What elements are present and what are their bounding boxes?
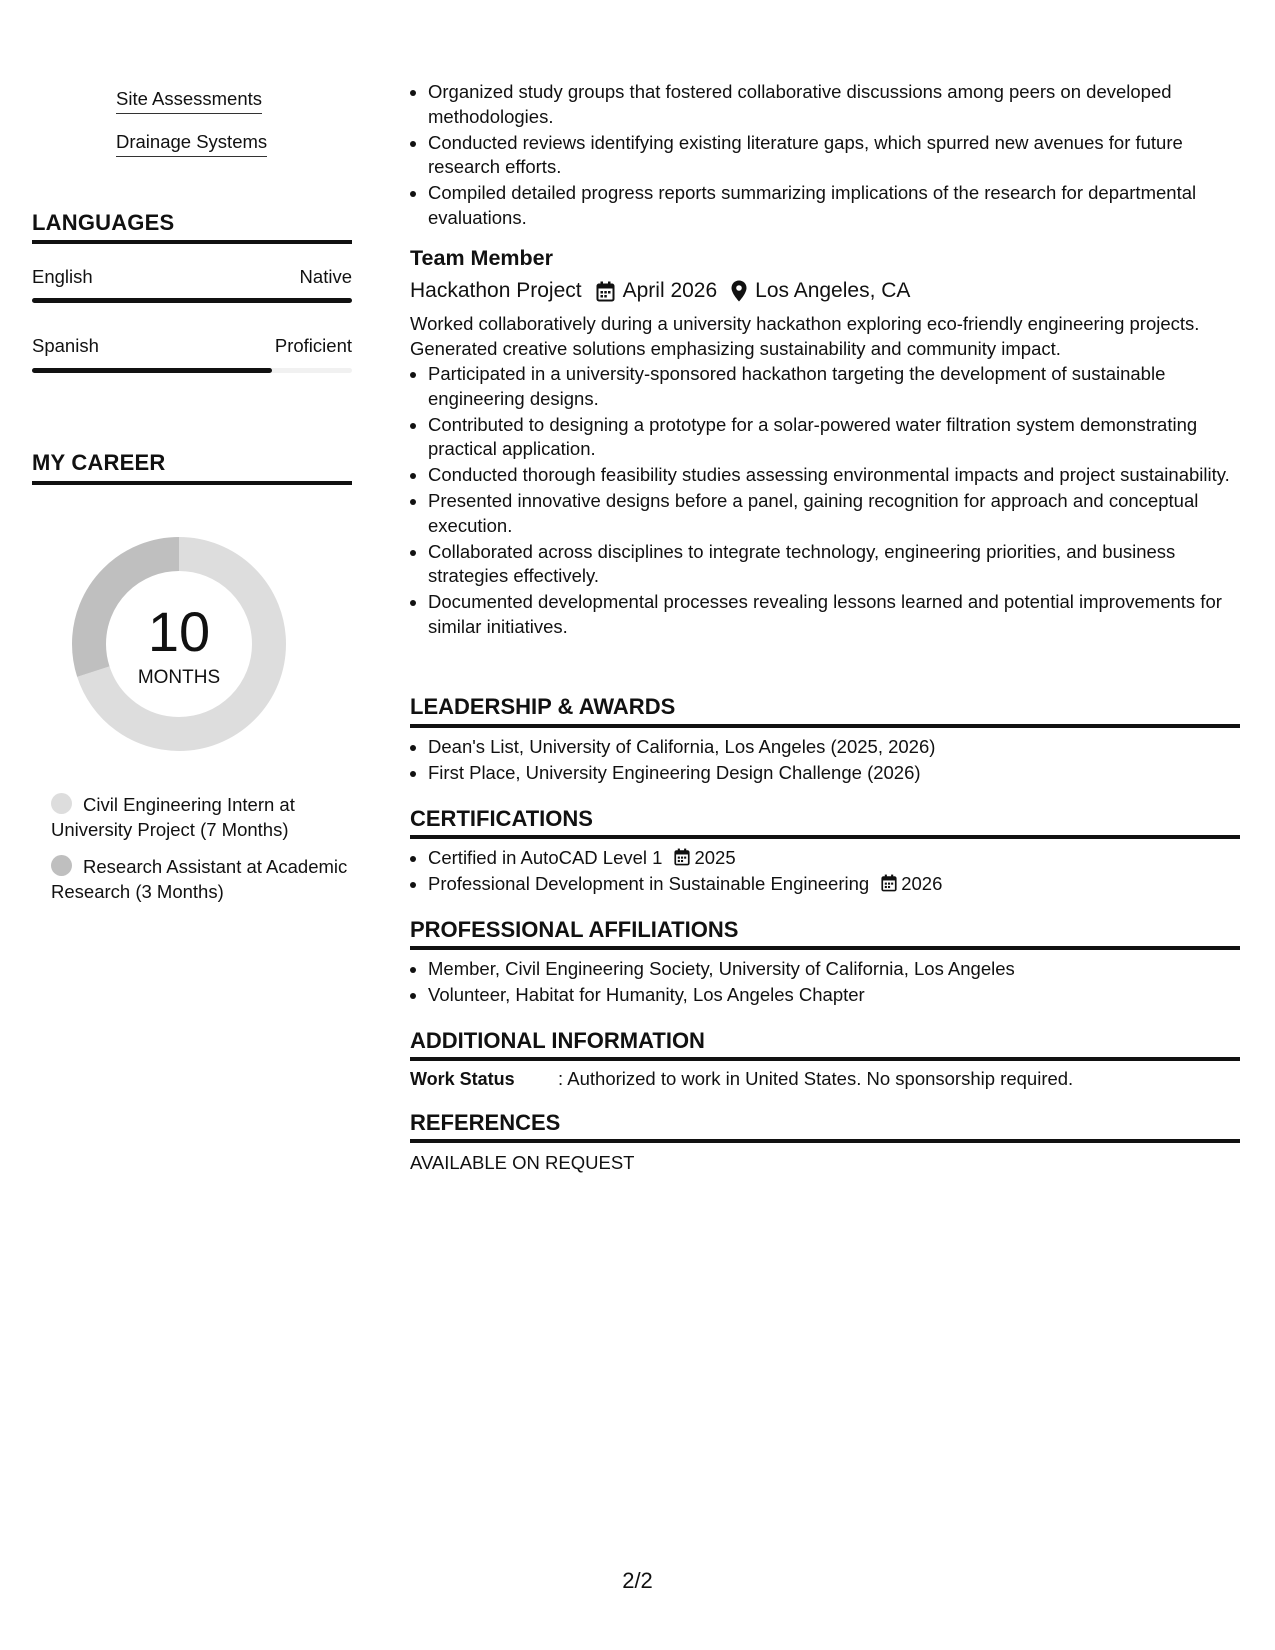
affiliation-item: • Member, Civil Engineering Society, University of California, Los Angeles — [428, 957, 1258, 982]
additional-rule — [410, 1057, 1240, 1061]
legend-dot — [51, 793, 72, 814]
career-item-label: Civil Engineering Intern at University Project (7 Months) — [51, 794, 295, 840]
leadership-rule — [410, 724, 1240, 728]
career-item — [51, 854, 351, 904]
languages-rule — [32, 240, 352, 244]
affiliations-heading: PROFESSIONAL AFFILIATIONS — [410, 917, 739, 942]
bullet-item: • Conducted thorough feasibility studies assessing environmental impacts and project sustainability. — [428, 463, 1258, 488]
affiliations-rule — [410, 946, 1240, 950]
certification-year: 2025 — [694, 847, 736, 868]
leadership-list — [410, 735, 1258, 787]
additional-heading: ADDITIONAL INFORMATION — [410, 1028, 705, 1053]
career-total-unit: MONTHS — [137, 667, 221, 688]
bullet-item: • Organized study groups that fostered collaborative discussions among peers on developed methodologies. — [428, 80, 1258, 129]
certification-year: 2026 — [901, 873, 943, 894]
award-item: • Dean's List, University of California, Los Angeles (2025, 2026) — [428, 735, 1258, 760]
bullet-item: • Documented developmental processes revealing lessons learned and potential improvements for similar initiatives. — [428, 590, 1258, 639]
bullet-item: • Compiled detailed progress reports summarizing implications of the research for departmental evaluations. — [428, 181, 1258, 230]
role-org: Hackathon Project — [410, 279, 582, 302]
language-level: Proficient — [274, 335, 352, 356]
role-date: April 2026 — [622, 279, 718, 302]
certifications-rule — [410, 835, 1240, 839]
career-item — [51, 792, 351, 842]
work-status-label: Work Status — [410, 1069, 515, 1089]
career-heading: MY CAREER — [32, 450, 166, 475]
bullet-item: • Presented innovative designs before a panel, gaining recognition for approach and conceptual execution. — [428, 489, 1258, 538]
role-summary: Worked collaboratively during a university hackathon exploring eco-friendly engineering projects. Generated creative solutions emphasizing sustainability and community impact. — [410, 313, 1200, 359]
language-bar-english — [32, 298, 352, 303]
bullet-item: • Collaborated across disciplines to integrate technology, engineering priorities, and business strategies effectively. — [428, 540, 1258, 589]
references-rule — [410, 1139, 1240, 1143]
legend-dot — [51, 855, 72, 876]
page-number: 2/2 — [622, 1568, 653, 1593]
location-pin-icon — [731, 280, 747, 302]
certification-item — [428, 846, 1258, 871]
role-bullets — [410, 362, 1258, 641]
language-name: English — [32, 266, 93, 287]
language-row-english — [32, 266, 352, 288]
role-location: Los Angeles, CA — [755, 279, 911, 302]
language-bar-fill — [32, 368, 272, 373]
bullet-item: • Contributed to designing a prototype for a solar-powered water filtration system demonstrating practical application. — [428, 413, 1258, 462]
language-name: Spanish — [32, 335, 99, 356]
career-rule — [32, 481, 352, 485]
affiliations-list — [410, 957, 1258, 1009]
affiliation-item: • Volunteer, Habitat for Humanity, Los Angeles Chapter — [428, 983, 1258, 1008]
language-level: Native — [299, 266, 352, 287]
references-heading: REFERENCES — [410, 1110, 561, 1135]
certifications-heading: CERTIFICATIONS — [410, 806, 593, 831]
language-bar-spanish — [32, 368, 352, 373]
calendar-icon — [596, 281, 615, 302]
skill-drainage-systems: Drainage Systems — [116, 131, 267, 157]
bullet-item: • Participated in a university-sponsored hackathon targeting the development of sustainable engineering designs. — [428, 362, 1258, 411]
role-title: Team Member — [410, 246, 553, 270]
skill-site-assessments: Site Assessments — [116, 88, 262, 114]
career-item-label: Research Assistant at Academic Research (3 Months) — [51, 856, 348, 902]
role-meta — [410, 279, 910, 303]
certifications-list — [410, 846, 1258, 898]
language-bar-fill — [32, 298, 352, 303]
certification-name: Certified in AutoCAD Level 1 — [428, 847, 663, 868]
calendar-icon — [881, 874, 897, 892]
calendar-icon — [674, 848, 690, 866]
language-row-spanish — [32, 335, 352, 357]
certification-name: Professional Development in Sustainable Engineering — [428, 873, 870, 894]
leadership-heading: LEADERSHIP & AWARDS — [410, 694, 676, 719]
bullet-item: • Conducted reviews identifying existing literature gaps, which spurred new avenues for future research efforts. — [428, 131, 1258, 180]
references-text: AVAILABLE ON REQUEST — [410, 1152, 635, 1173]
certification-item — [428, 872, 1258, 897]
career-total-number: 10 — [147, 600, 211, 663]
award-item: • First Place, University Engineering Design Challenge (2026) — [428, 761, 1258, 786]
work-status-value: : Authorized to work in United States. No sponsorship required. — [558, 1068, 1074, 1089]
languages-heading: LANGUAGES — [32, 210, 175, 235]
previous-role-bullets — [410, 80, 1258, 232]
